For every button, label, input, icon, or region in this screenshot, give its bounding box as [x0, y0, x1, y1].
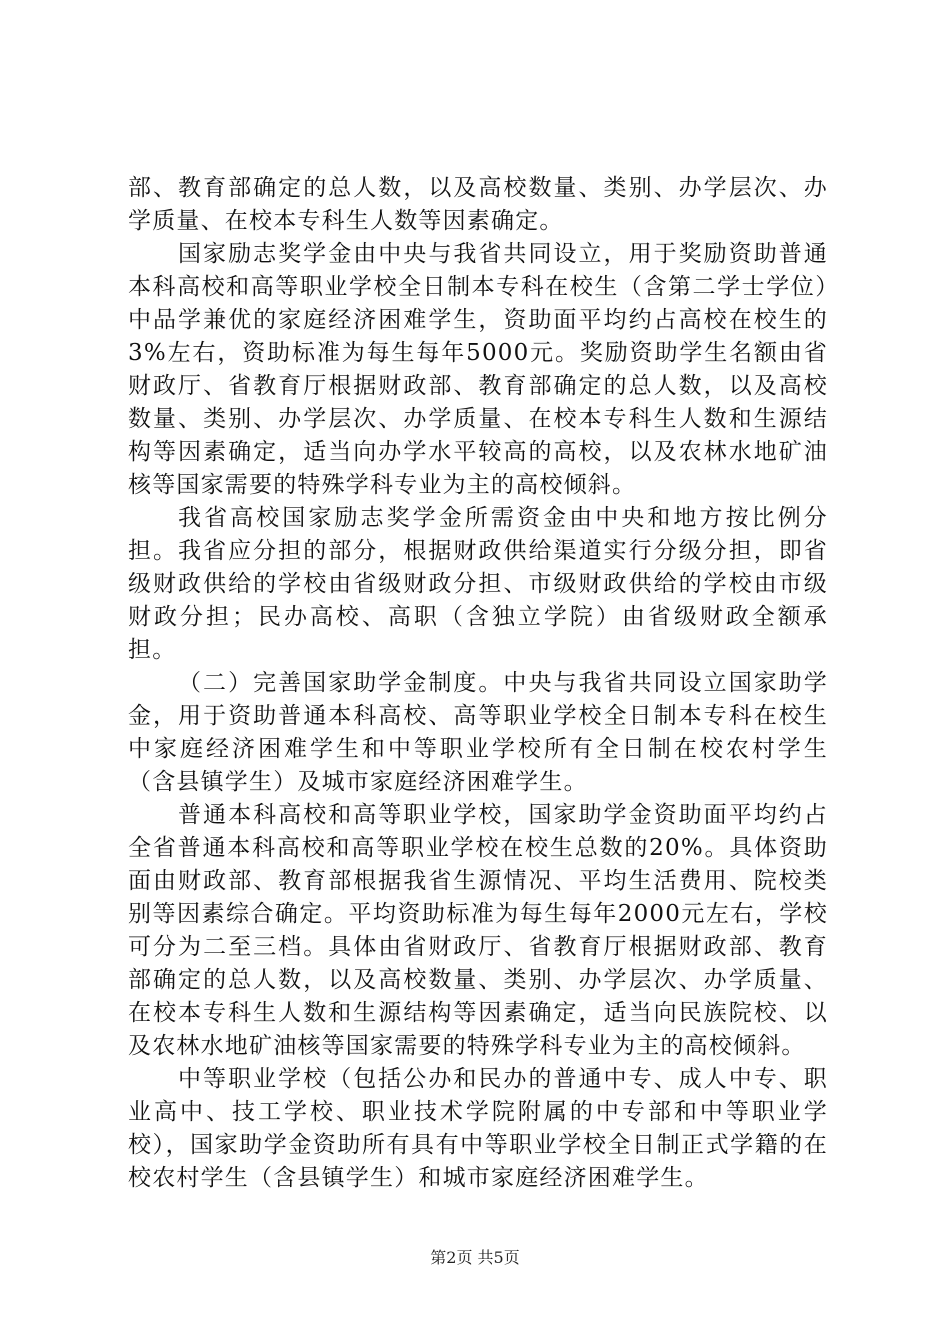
paragraph-scholarship: 国家励志奖学金由中央与我省共同设立，用于奖励资助普通本科高校和高等职业学校全日制本专科在校生（含第二学士学位）中品学兼优的家庭经济困难学生，资助面平均约占高校在校生的3%左右，资助标准为每生每年5000元。奖励资助学生名额由省财政厅、省教育厅根据财政部、教育部确定的总人数，以及高校数量、类别、办学层次、办学质量、在校本专科生人数和生源结构等因素确定，适当向办学水平较高的高校，以及农林水地矿油核等国家需要的特殊学科专业为主的高校倾斜。 [128, 241, 828, 498]
paragraph-funding-share: 我省高校国家励志奖学金所需资金由中央和地方按比例分担。我省应分担的部分，根据财政供给渠道实行分级分担，即省级财政供给的学校由省级财政分担、市级财政供给的学校由市级财政分担；民办高校、高职（含独立学院）由省级财政全额承担。 [128, 505, 828, 663]
paragraph-grant-system: （二）完善国家助学金制度。中央与我省共同设立国家助学金，用于资助普通本科高校、高等职业学校全日制本专科在校生中家庭经济困难学生和中等职业学校所有全日制在校农村学生（含县镇学生）及城市家庭经济困难学生。 [128, 670, 828, 795]
paragraph-vocational-grant: 中等职业学校（包括公办和民办的普通中专、成人中专、职业高中、技工学校、职业技术学院附属的中专部和中等职业学校），国家助学金资助所有具有中等职业学校全日制正式学籍的在校农村学生（含县镇学生）和城市家庭经济困难学生。 [128, 1066, 828, 1191]
page-number-footer: 第2页 共5页 [430, 1248, 520, 1267]
paragraph-continuation: 部、教育部确定的总人数，以及高校数量、类别、办学层次、办学质量、在校本专科生人数等因素确定。 [128, 175, 828, 234]
document-body [128, 172, 828, 1195]
paragraph-university-grant: 普通本科高校和高等职业学校，国家助学金资助面平均约占全省普通本科高校和高等职业学校在校生总数的20%。具体资助面由财政部、教育部根据我省生源情况、平均生活费用、院校类别等因素综合确定。平均资助标准为每生每年2000元左右，学校可分为二至三档。具体由省财政厅、省教育厅根据财政部、教育部确定的总人数，以及高校数量、类别、办学层次、办学质量、在校本专科生人数和生源结构等因素确定，适当向民族院校、以及农林水地矿油核等国家需要的特殊学科专业为主的高校倾斜。 [128, 802, 828, 1059]
